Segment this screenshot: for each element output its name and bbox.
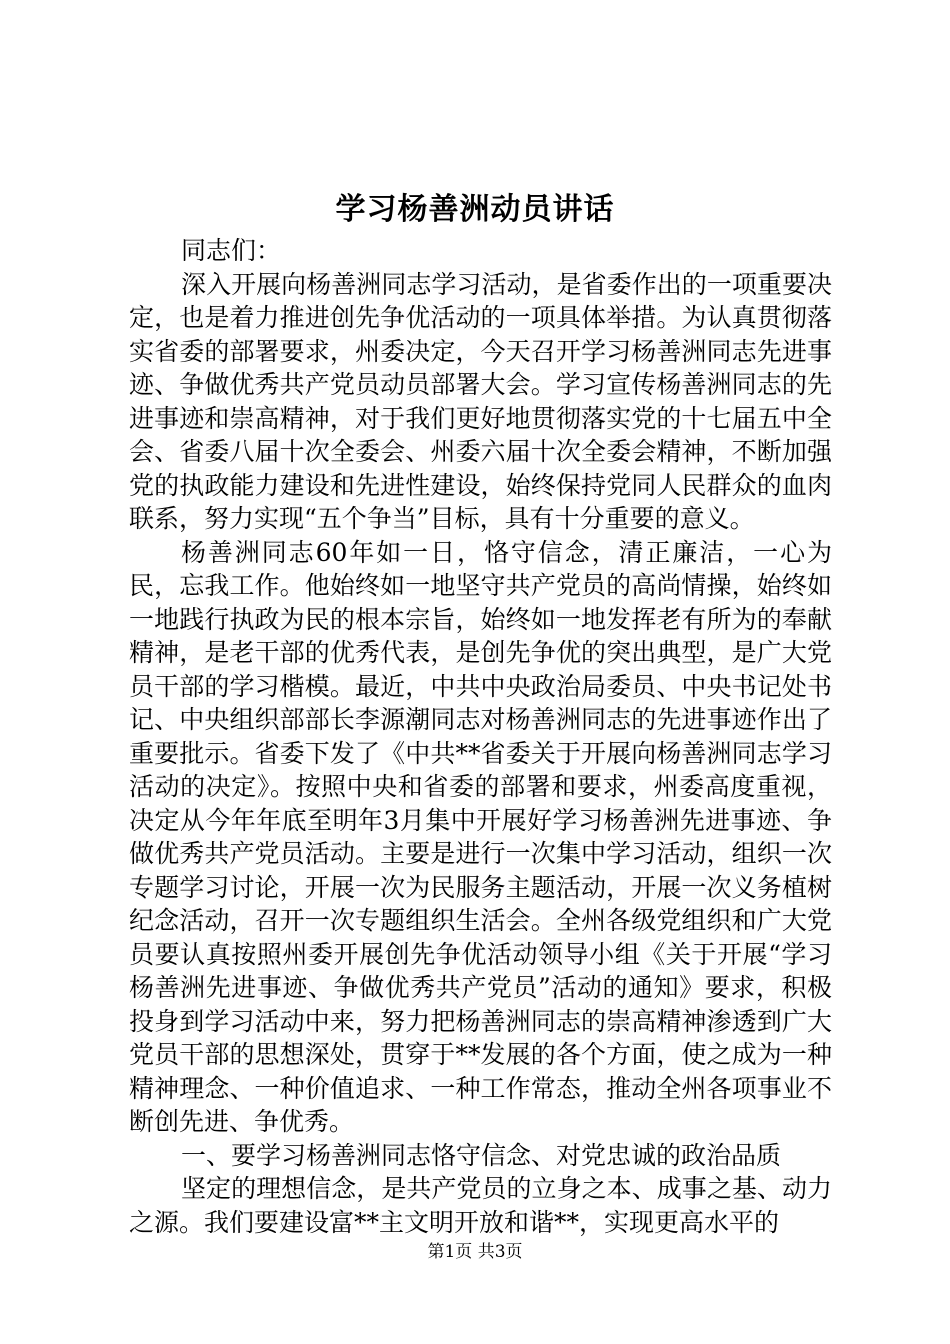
- page-footer: 第1页 共3页: [427, 1242, 523, 1262]
- document-body: [129, 234, 832, 1239]
- document-title: 学习杨善洲动员讲话: [335, 192, 615, 227]
- body-paragraph: 杨善洲同志60年如一日，恪守信念，清正廉洁，一心为民，忘我工作。他始终如一地坚守共产党员的高尚情操，始终如一地践行执政为民的根本宗旨，始终如一地发挥老有所为的奉献精神，是老干部的优秀代表，是创先争优的突出典型，是广大党员干部的学习楷模。最近，中共中央政治局委员、中央书记处书记、中央组织部部长李源潮同志对杨善洲同志的先进事迹作出了重要批示。省委下发了《中共**省委关于开展向杨善洲同志学习活动的决定》。按照中央和省委的部署和要求，州委高度重视，决定从今年年底至明年3月集中开展好学习杨善洲先进事迹、争做优秀共产党员活动。主要是进行一次集中学习活动，组织一次专题学习讨论，开展一次为民服务主题活动，开展一次义务植树纪念活动，召开一次专题组织生活会。全州各级党组织和广大党员要认真按照州委开展创先争优活动领导小组《关于开展“学习杨善洲先进事迹、争做优秀共产党员”活动的通知》要求，积极投身到学习活动中来，努力把杨善洲同志的崇高精神渗透到广大党员干部的思想深处，贯穿于**发展的各个方面，使之成为一种精神理念、一种价值追求、一种工作常态，推动全州各项事业不断创先进、争优秀。: [129, 537, 832, 1136]
- body-paragraph: 坚定的理想信念，是共产党员的立身之本、成事之基、动力之源。我们要建设富**主文明开放和谐**，实现更高水平的: [129, 1174, 832, 1237]
- intro-paragraph: 深入开展向杨善洲同志学习活动，是省委作出的一项重要决定，也是着力推进创先争优活动的一项具体举措。为认真贯彻落实省委的部署要求，州委决定，今天召开学习杨善洲同志先进事迹、争做优秀共产党员动员部署大会。学习宣传杨善洲同志的先进事迹和崇高精神，对于我们更好地贯彻落实党的十七届五中全会、省委八届十次全委会、州委六届十次全委会精神，不断加强党的执政能力建设和先进性建设，始终保持党同人民群众的血肉联系，努力实现“五个争当”目标，具有十分重要的意义。: [129, 269, 832, 533]
- salutation-paragraph: 同志们：: [181, 236, 282, 265]
- section-heading: 一、要学习杨善洲同志恪守信念、对党忠诚的政治品质: [181, 1140, 782, 1170]
